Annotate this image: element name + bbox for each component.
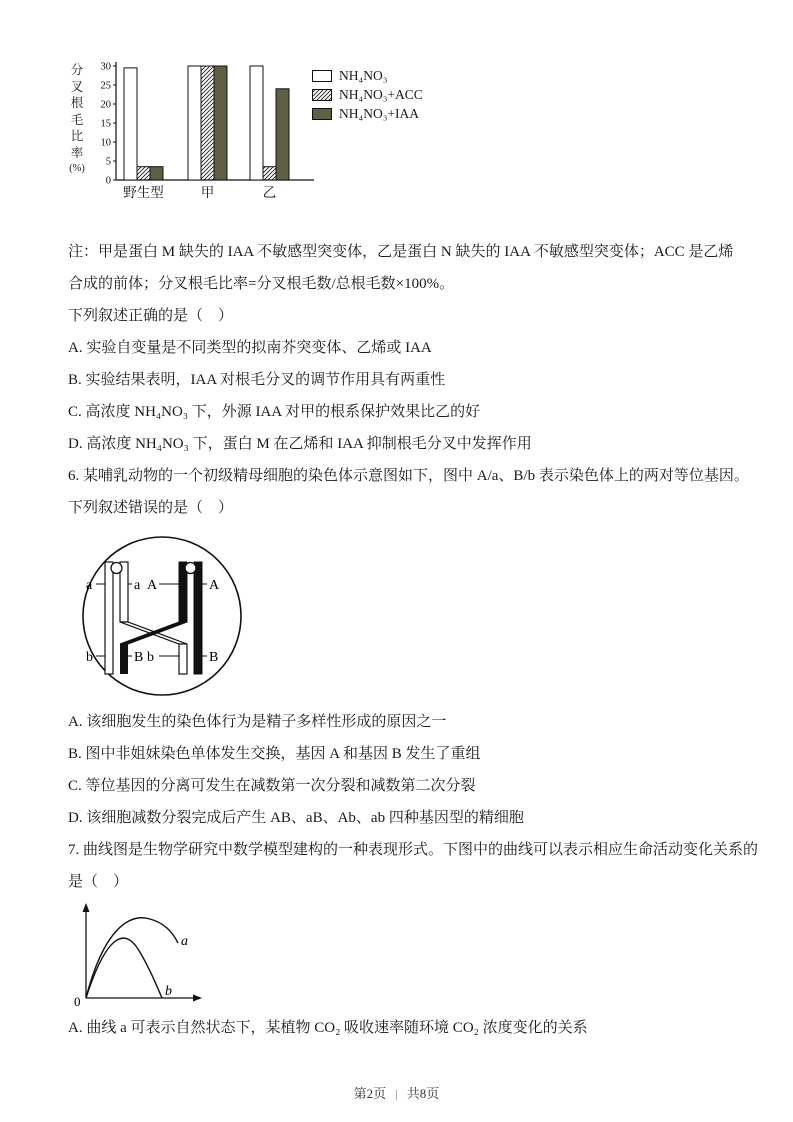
q5-option-d: D. 高浓度 NH₄NO₃ 下，蛋白 M 在乙烯和 IAA 抑制根毛分叉中发挥作用 [68, 436, 532, 452]
q7-stem-line: 7. 曲线图是生物学研究中数学模型建构的一种表现形式。下图中的曲线可以表示相应生命活动变化关系的 [68, 842, 759, 858]
bar-甲-NH₄NO₃ [188, 66, 201, 180]
root-hair-bar-chart-figure [68, 58, 668, 220]
allele-label: b [86, 650, 93, 665]
note-line: 注：甲是蛋白 M 缺失的 IAA 不敏感型突变体，乙是蛋白 N 缺失的 IAA 不敏感型突变体；ACC 是乙烯 [68, 244, 734, 260]
segment-right-inner-bottom-white [179, 644, 187, 674]
centromere-left [111, 563, 122, 574]
allele-label: A [209, 578, 220, 593]
allele-label: b [147, 650, 154, 665]
svg-text:5: 5 [105, 156, 111, 168]
q5-option-b: B. 实验结果表明，IAA 对根毛分叉的调节作用具有两重性 [68, 372, 446, 388]
curve-b [86, 938, 162, 998]
x-category-label: 乙 [262, 185, 277, 200]
legend-swatch-white [312, 70, 332, 82]
curve-graph-figure [70, 900, 748, 1012]
q5-question-stem: 下列叙述正确的是（ ） [68, 308, 234, 324]
bar-乙-NH₄NO₃+ACC [263, 167, 276, 180]
q6-option-b: B. 图中非姐妹染色单体发生交换，基因 A 和基因 B 发生了重组 [68, 746, 481, 762]
q6-option-d: D. 该细胞减数分裂完成后产生 AB、aB、Ab、ab 四种基因型的精细胞 [68, 810, 524, 826]
legend-item [312, 66, 423, 85]
legend-label: NH₄NO₃+ACC [339, 86, 423, 102]
curve-a-label: a [181, 934, 188, 949]
footer-separator: | [395, 1086, 398, 1101]
chart-ylabel: 分 叉 根 毛 比 率 (%) [69, 63, 85, 174]
svg-text:25: 25 [100, 80, 111, 92]
y-axis-arrow [83, 903, 90, 912]
allele-label: A [147, 578, 158, 593]
bar-甲-NH₄NO₃+ACC [201, 66, 214, 180]
allele-label: a [134, 578, 141, 593]
legend-label: NH₄NO₃ [339, 67, 388, 83]
footer-page-number: 第2页 [353, 1086, 387, 1101]
svg-text:20: 20 [100, 99, 111, 111]
legend-item [312, 85, 423, 104]
q6-stem-line: 下列叙述错误的是（ ） [68, 500, 234, 516]
legend-item [312, 104, 423, 123]
x-category-label: 甲 [200, 185, 215, 200]
bar-甲-NH₄NO₃+IAA [214, 66, 227, 180]
svg-text:30: 30 [100, 61, 111, 73]
bar-乙-NH₄NO₃+IAA [276, 89, 289, 180]
note-line: 合成的前体；分叉根毛比率=分叉根毛数/总根毛数×100%。 [68, 276, 455, 292]
origin-label: 0 [74, 994, 81, 1009]
x-axis-arrow [193, 995, 202, 1002]
q6-stem-line: 6. 某哺乳动物的一个初级精母细胞的染色体示意图如下，图中 A/a、B/b 表示染色体上的两对等位基因。 [68, 468, 749, 484]
footer-total-pages: 共8页 [406, 1086, 440, 1101]
svg-text:15: 15 [100, 118, 111, 130]
chromosome-diagram [74, 526, 250, 702]
chromosome-diagram-figure [74, 526, 748, 704]
x-category-label: 野生型 [123, 185, 164, 200]
q5-option-c: C. 高浓度 NH₄NO₃ 下，外源 IAA 对甲的根系保护效果比乙的好 [68, 404, 481, 420]
q6-option-c: C. 等位基因的分离可发生在减数第一次分裂和减数第二次分裂 [68, 778, 476, 794]
segment-left-inner-bottom-black [120, 644, 128, 674]
chart-legend [312, 66, 423, 123]
svg-text:10: 10 [100, 137, 111, 149]
allele-label: B [209, 650, 219, 665]
allele-label: a [86, 578, 93, 593]
legend-label: NH₄NO₃+IAA [339, 105, 420, 121]
curve-b-label: b [165, 984, 172, 999]
q6-option-a: A. 该细胞发生的染色体行为是精子多样性形成的原因之一 [68, 714, 447, 730]
centromere-right [185, 563, 196, 574]
chromatid-left-outer [105, 562, 113, 674]
bar-乙-NH₄NO₃ [250, 66, 263, 180]
bar-野生型-NH₄NO₃+ACC [137, 167, 150, 180]
curve-graph [70, 900, 230, 1012]
allele-label: B [134, 650, 144, 665]
bar-野生型-NH₄NO₃+IAA [150, 167, 163, 180]
legend-swatch-dark [312, 108, 332, 120]
svg-text:0: 0 [105, 175, 111, 187]
q7-stem-line: 是（ ） [68, 874, 129, 890]
root-hair-chart [86, 58, 326, 216]
legend-swatch-hatch [312, 89, 332, 101]
q7-option-a: A. 曲线 a 可表示自然状态下，某植物 CO₂ 吸收速率随环境 CO₂ 浓度变化的关系 [68, 1020, 588, 1036]
bar-野生型-NH₄NO₃ [124, 68, 137, 180]
page-footer [0, 1083, 793, 1102]
chromatid-right-outer [194, 562, 202, 674]
q5-option-a: A. 实验自变量是不同类型的拟南芥突变体、乙烯或 IAA [68, 340, 432, 356]
